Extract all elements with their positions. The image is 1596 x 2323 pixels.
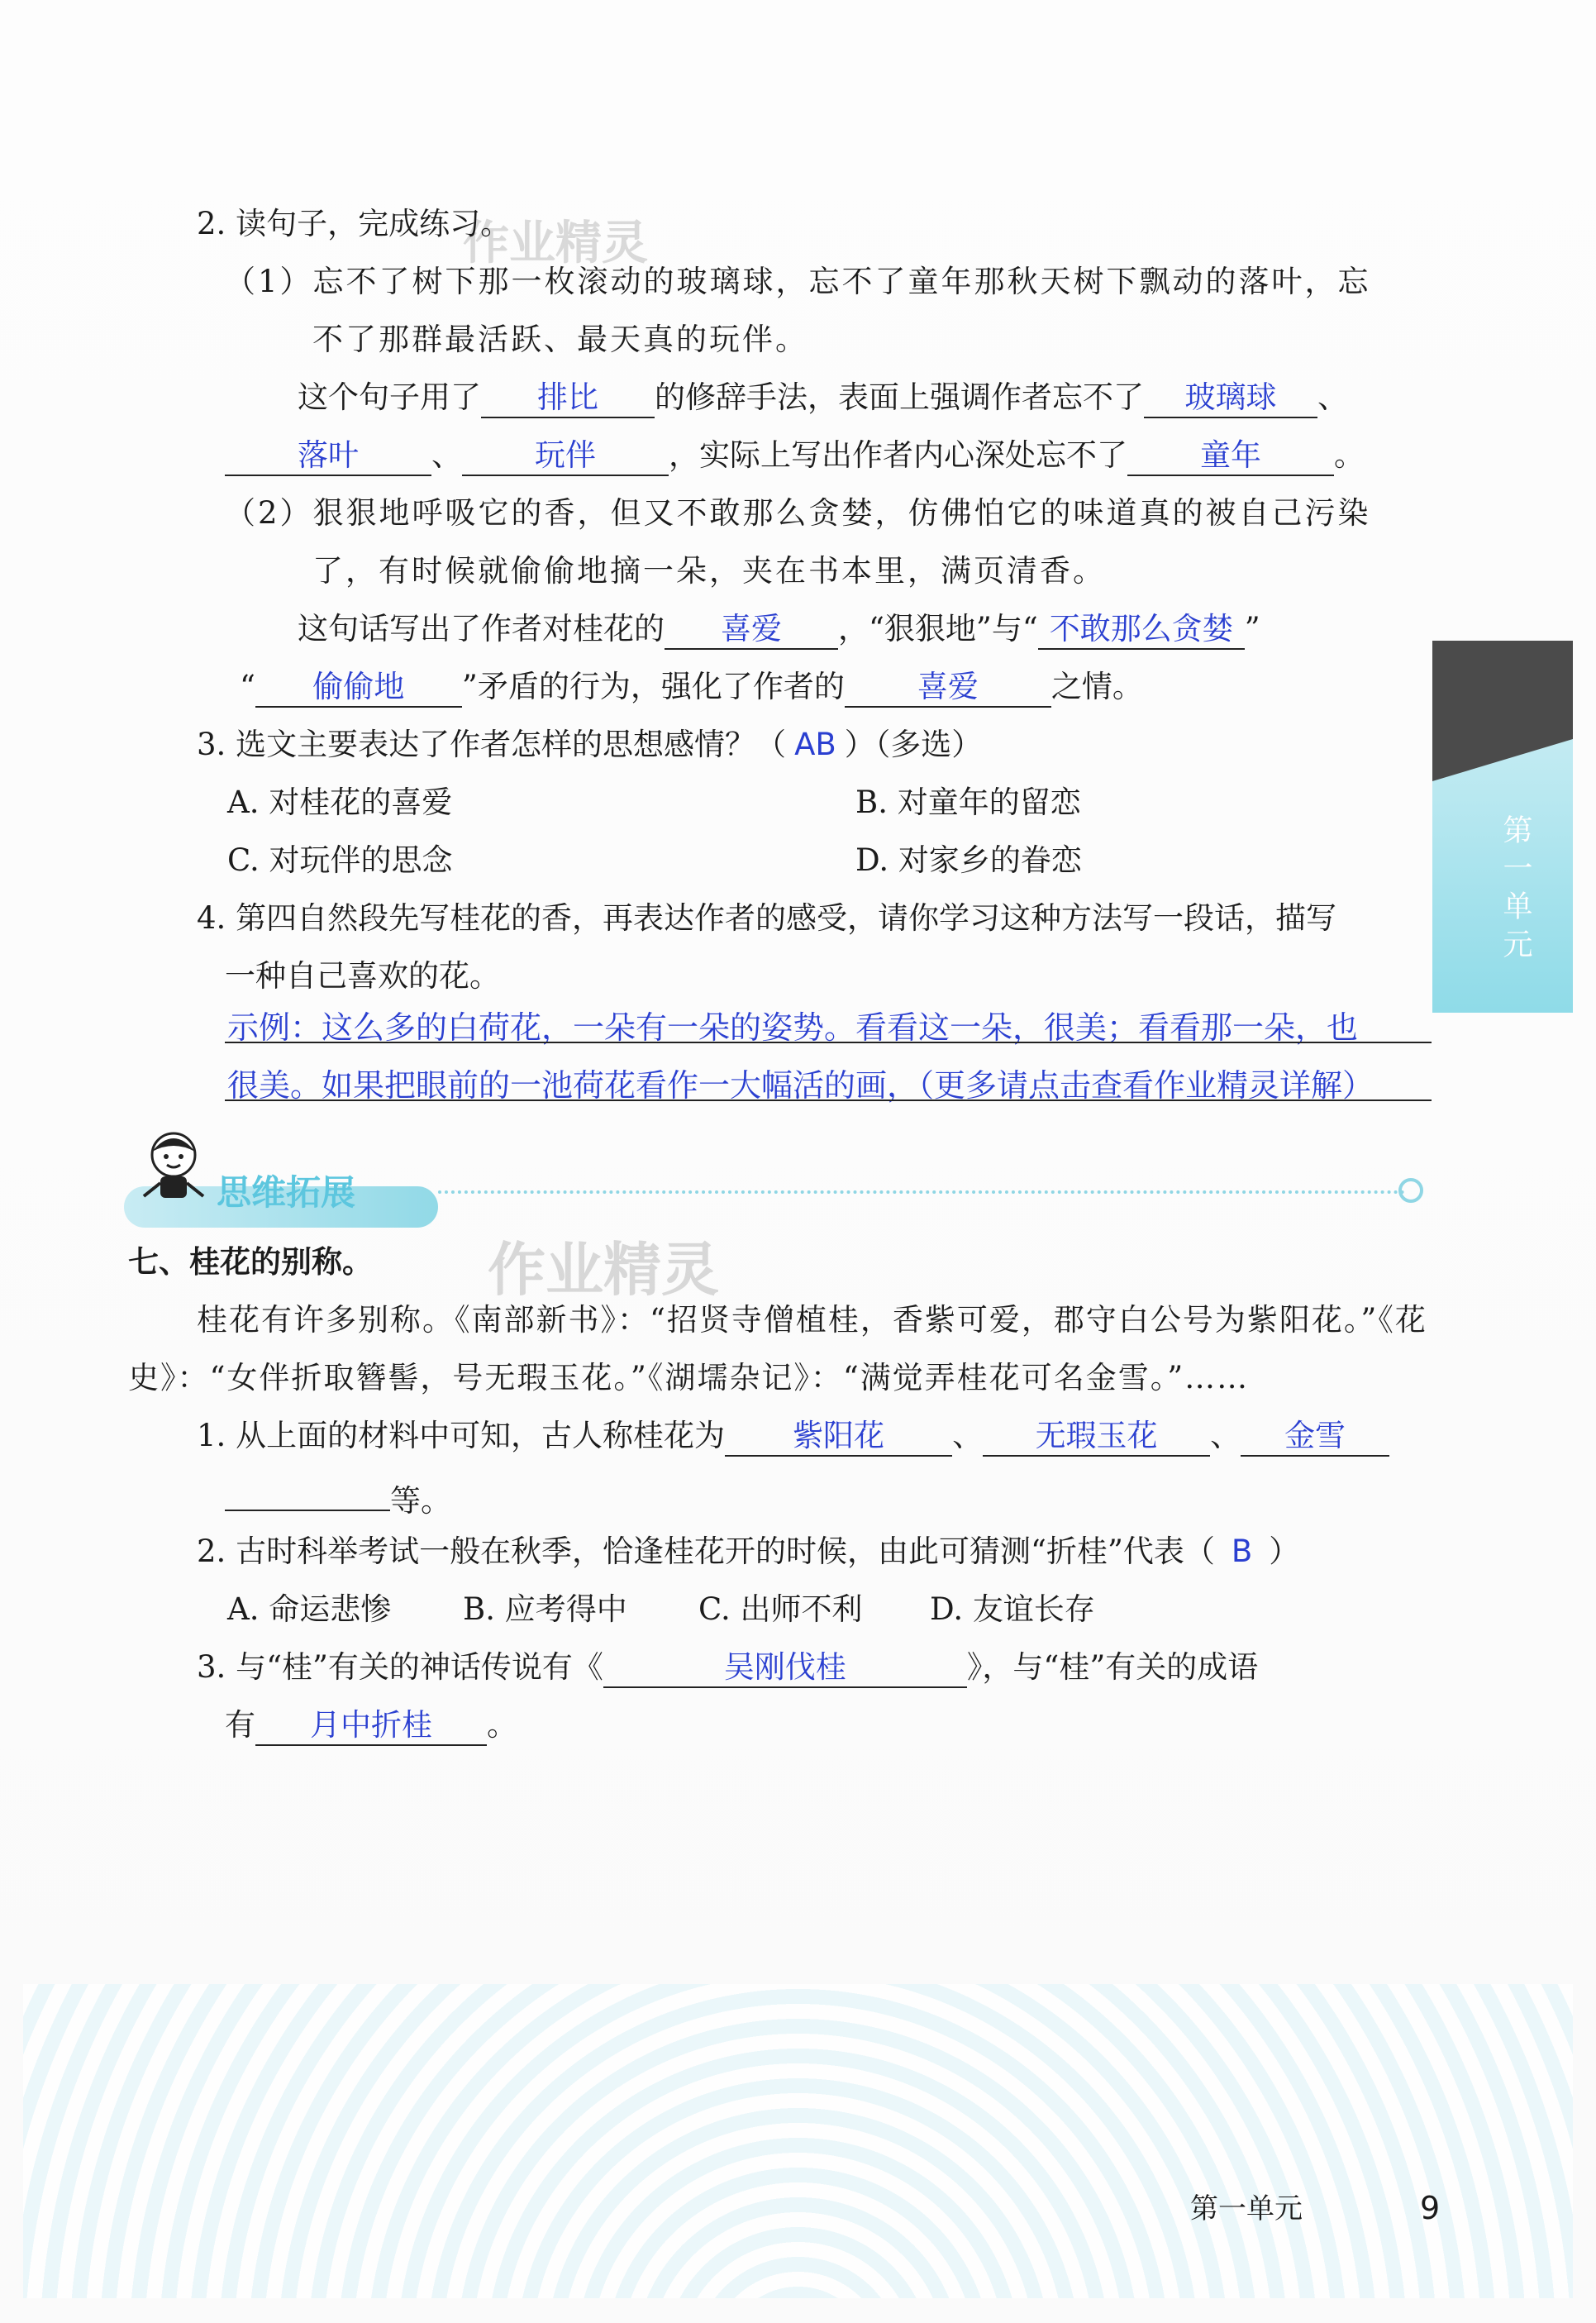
question-3-stem: 3. 选文主要表达了作者怎样的思想感情？（ AB ）（多选）	[197, 727, 983, 762]
q2-sentence-2-line2: 了，有时候就偷偷地摘一朵，夹在书本里，满页清香。	[312, 553, 1106, 589]
answer-blank[interactable]: 落叶	[225, 443, 431, 476]
q4-answer-line1: 示例：这么多的白荷花，一朵有一朵的姿势。看看这一朵，很美；看看那一朵，也	[227, 1009, 1359, 1046]
q3-option-a[interactable]: A. 对桂花的喜爱	[227, 785, 453, 820]
section-divider	[438, 1190, 1405, 1194]
answer-blank[interactable]: 紫阳花	[725, 1424, 952, 1457]
answer-line	[225, 1042, 1432, 1043]
q2-sub2-question-cont: “ 偷偷地 ”矛盾的行为，强化了作者的 喜爱 之情。	[240, 671, 1143, 708]
q7-sub2-answer: B	[1231, 1534, 1253, 1569]
answer-blank[interactable]: 不敢那么贪婪	[1038, 617, 1245, 650]
q2-sub2-question: 这句话写出了作者对桂花的 喜爱 ，“狠狠地”与“ 不敢那么贪婪 ”	[298, 613, 1260, 650]
answer-blank[interactable]: 喜爱	[665, 617, 838, 650]
answer-blank[interactable]: 月中折桂	[255, 1713, 487, 1746]
question-2-title: 2. 读句子，完成练习。	[197, 206, 512, 241]
q7-sub2-option-a[interactable]: A. 命运悲惨	[227, 1591, 392, 1627]
q7-sub1-question: 1. 从上面的材料中可知，古人称桂花为 紫阳花 、 无瑕玉花 、 金雪	[197, 1420, 1389, 1457]
question-7-heading: 七、桂花的别称。	[128, 1244, 373, 1280]
q7-sub2-question: 2. 古时科举考试一般在秋季，恰逢桂花开的时候，由此可猜测“折桂”代表（ B ）	[197, 1534, 1300, 1569]
q4-answer-line2: 很美。如果把眼前的一池荷花看作一大幅活的画，（更多请点击查看作业精灵详解）	[227, 1067, 1374, 1104]
q7-material-line1: 桂花有许多别称。《南部新书》：“招贤寺僧植桂，香紫可爱，郡守白公号为紫阳花。”《花	[197, 1302, 1427, 1338]
q3-option-d[interactable]: D. 对家乡的眷恋	[855, 842, 1082, 878]
unit-side-tab-label: 第一单元	[1498, 814, 1532, 966]
answer-blank[interactable]	[225, 1478, 390, 1511]
q3-answer: AB	[794, 727, 836, 762]
footer-unit: 第一单元	[1190, 2192, 1303, 2225]
kid-mascot-icon	[124, 1120, 223, 1219]
q7-sub3-question-cont: 有 月中折桂 。	[225, 1710, 517, 1746]
q2-sub1-question-cont: 落叶 、 玩伴 ，实际上写出作者内心深处忘不了 童年 。	[225, 440, 1365, 476]
q7-sub3-question: 3. 与“桂”有关的神话传说有《 吴刚伐桂 》，与“桂”有关的成语	[197, 1652, 1258, 1688]
answer-blank[interactable]: 吴刚伐桂	[603, 1655, 967, 1688]
q3-option-b[interactable]: B. 对童年的留恋	[855, 785, 1081, 820]
watermark-logo: 作业精灵	[463, 217, 648, 270]
divider-end-icon	[1398, 1178, 1423, 1203]
q2-sub1-question: 这个句子用了 排比 的修辞手法，表面上强调作者忘不了 玻璃球 、	[298, 382, 1348, 418]
q7-material-line2: 史》：“女伴折取簪髻，号无瑕玉花。”《湖壖杂记》：“满觉弄桂花可名金雪。”……	[128, 1360, 1250, 1395]
answer-blank[interactable]: 无瑕玉花	[983, 1424, 1210, 1457]
answer-blank[interactable]: 喜爱	[845, 675, 1051, 708]
q7-sub2-option-b[interactable]: B. 应考得中	[463, 1591, 627, 1627]
q2-sentence-2-line1: （2）狠狠地呼吸它的香，但又不敢那么贪婪，仿佛怕它的味道真的被自己污染	[225, 495, 1371, 531]
answer-blank[interactable]: 玻璃球	[1144, 385, 1317, 418]
section-title: 思维拓展	[217, 1172, 356, 1213]
question-4-line2: 一种自己喜欢的花。	[225, 958, 500, 994]
wave-pattern-background	[23, 1984, 1573, 2298]
q2-sentence-1-line1: （1）忘不了树下那一枚滚动的玻璃球，忘不了童年那秋天树下飘动的落叶，忘	[225, 264, 1371, 299]
answer-blank[interactable]: 排比	[481, 385, 655, 418]
answer-blank[interactable]: 童年	[1127, 443, 1334, 476]
q3-option-c[interactable]: C. 对玩伴的思念	[227, 842, 453, 878]
q2-sentence-1-line2: 不了那群最活跃、最天真的玩伴。	[312, 322, 808, 357]
q7-sub2-option-d[interactable]: D. 友谊长存	[930, 1591, 1095, 1627]
page-number: 9	[1420, 2190, 1441, 2226]
question-4-line1: 4. 第四自然段先写桂花的香，再表达作者的感受，请你学习这种方法写一段话，描写	[197, 900, 1337, 936]
q7-sub1-question-cont: 等。	[225, 1478, 451, 1516]
watermark-logo: 作业精灵	[488, 1236, 719, 1304]
answer-line	[225, 1099, 1432, 1101]
answer-blank[interactable]: 玩伴	[462, 443, 669, 476]
q7-sub2-option-c[interactable]: C. 出师不利	[698, 1591, 863, 1627]
answer-blank[interactable]: 金雪	[1241, 1424, 1389, 1457]
answer-blank[interactable]: 偷偷地	[255, 675, 462, 708]
